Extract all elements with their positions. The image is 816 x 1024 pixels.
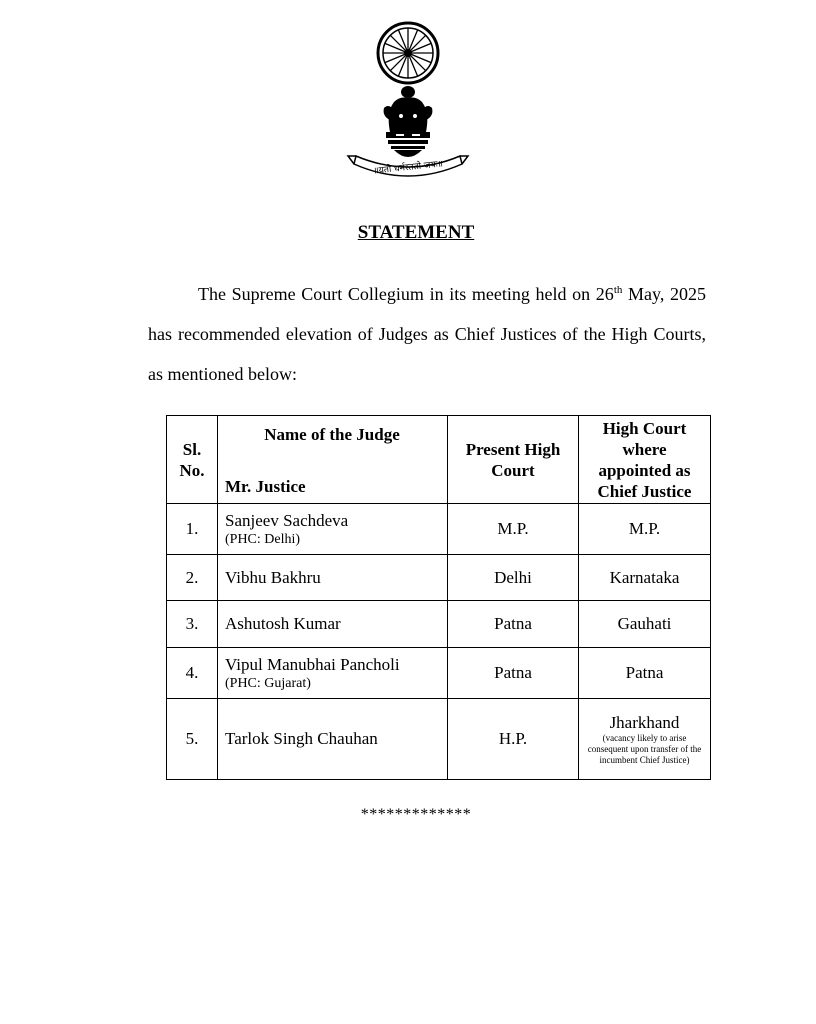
paragraph-part1: The Supreme Court Collegium in its meeting held on 26	[198, 284, 614, 304]
row-present: H.P.	[448, 699, 579, 780]
row-name-cell	[218, 648, 448, 699]
row-appointed: Karnataka	[579, 555, 711, 601]
row-name-note: (PHC: Gujarat)	[225, 675, 311, 691]
table-row	[167, 504, 711, 555]
row-name-note: (PHC: Delhi)	[225, 531, 301, 547]
paragraph-part2: May, 2025 has recommended elevation of Judges as Chief Justices of the High Courts, as mentioned below:	[148, 284, 707, 384]
row-name: Tarlok Singh Chauhan	[218, 699, 448, 780]
header-name	[218, 416, 448, 504]
table-row	[167, 555, 711, 601]
row-appointed: Gauhati	[579, 601, 711, 648]
row-sl: 4.	[167, 648, 218, 699]
row-present: Delhi	[448, 555, 579, 601]
table-row	[167, 648, 711, 699]
row-appointed: Patna	[579, 648, 711, 699]
judges-table	[166, 415, 711, 780]
header-present-court: Present High Court	[448, 416, 579, 504]
row-name: Vibhu Bakhru	[218, 555, 448, 601]
row-present: Patna	[448, 648, 579, 699]
row-present: Patna	[448, 601, 579, 648]
row-appointed: M.P.	[579, 504, 711, 555]
header-appointed-court: High Court where appointed as Chief Justice	[579, 416, 711, 504]
row-name-cell	[218, 504, 448, 555]
header-name-sub: Mr. Justice	[225, 476, 306, 496]
row-name: Ashutosh Kumar	[218, 601, 448, 648]
footer-separator: *************	[360, 806, 472, 823]
statement-paragraph	[148, 274, 706, 394]
header-name-label: Name of the Judge	[264, 424, 400, 444]
row-appointed-note: (vacancy likely to arise consequent upon transfer of the incumbent Chief Justice)	[587, 733, 702, 765]
row-name: Sanjeev Sachdeva	[225, 510, 349, 530]
row-sl: 5.	[167, 699, 218, 780]
row-sl: 3.	[167, 601, 218, 648]
header-sl-no: Sl. No.	[167, 416, 218, 504]
row-sl: 2.	[167, 555, 218, 601]
table-header-row	[167, 416, 711, 504]
row-appointed: Jharkhand	[609, 713, 680, 732]
statement-heading: STATEMENT	[357, 222, 475, 243]
table-row	[167, 699, 711, 780]
table-row	[167, 601, 711, 648]
supreme-court-emblem-icon	[346, 20, 470, 188]
row-present: M.P.	[448, 504, 579, 555]
row-sl: 1.	[167, 504, 218, 555]
row-appointed-cell	[579, 699, 711, 780]
row-name: Vipul Manubhai Pancholi	[225, 654, 400, 674]
emblem-motto: ॥यतो धर्मस्ततो जयः॥	[372, 159, 444, 177]
paragraph-sup: th	[613, 284, 623, 296]
